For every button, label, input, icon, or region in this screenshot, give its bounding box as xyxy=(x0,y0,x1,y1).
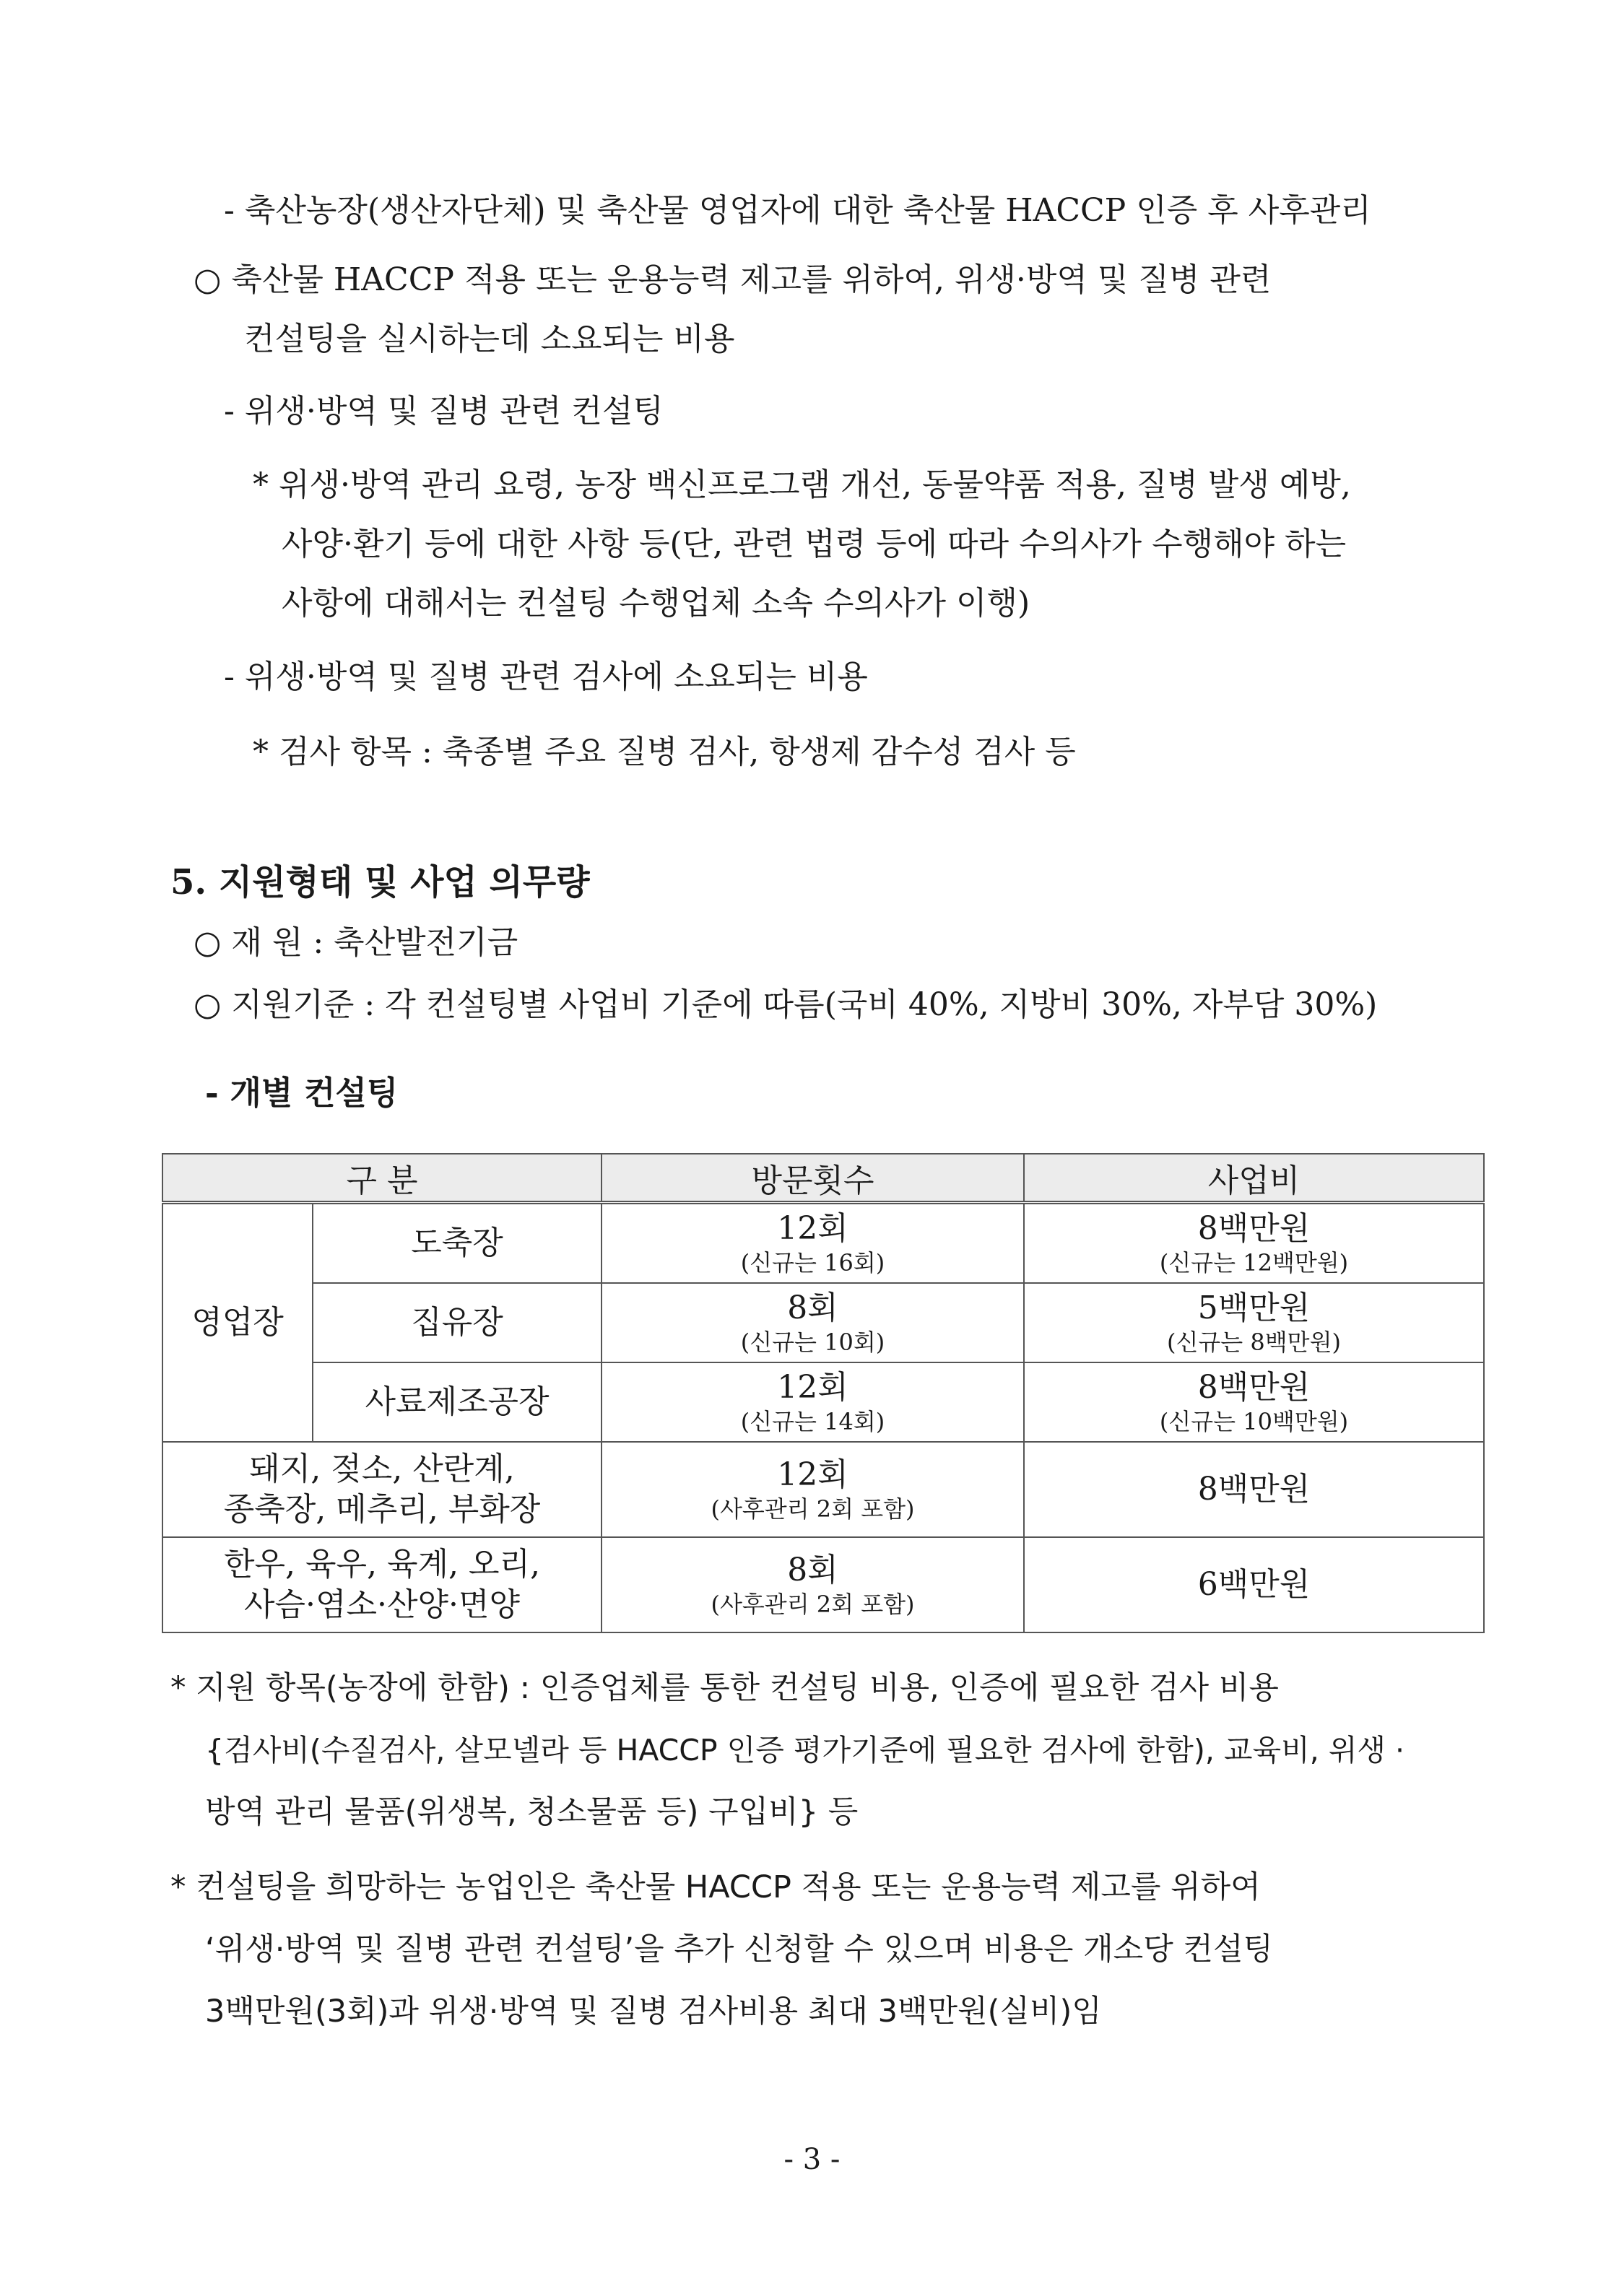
note-1-line-3: 방역 관리 물품(위생복, 청소물품 등) 구입비} 등 xyxy=(205,1794,859,1830)
row-label: 도축장 xyxy=(313,1203,602,1284)
intro-line-1: - 축산농장(생산자단체) 및 축산물 영업자에 대한 축산물 HACCP 인증 후 사후관리 xyxy=(224,192,1371,229)
table-row xyxy=(162,1537,1484,1632)
intro-line-7: 사항에 대해서는 컨설팅 수행업체 소속 수의사가 이행) xyxy=(282,585,1030,622)
funding-line: ○ 재 원 : 축산발전기금 xyxy=(194,924,518,961)
page-number: - 3 - xyxy=(783,2143,841,2176)
table-row xyxy=(162,1203,1484,1284)
table-row xyxy=(162,1362,1484,1442)
row-label: 집유장 xyxy=(313,1283,602,1362)
cost-cell: 8백만원 xyxy=(1024,1442,1484,1537)
visits-cell: 8회 (신규는 10회) xyxy=(602,1283,1024,1362)
header-category: 구 분 xyxy=(162,1154,602,1203)
visits-cell: 12회 (신규는 16회) xyxy=(602,1203,1024,1284)
header-visits: 방문횟수 xyxy=(602,1154,1024,1203)
cost-cell: 6백만원 xyxy=(1024,1537,1484,1632)
intro-line-3: 컨설팅을 실시하는데 소요되는 비용 xyxy=(244,321,735,357)
cost-cell: 8백만원 (신규는 12백만원) xyxy=(1024,1203,1484,1284)
note-2-line-1: * 컨설팅을 희망하는 농업인은 축산물 HACCP 적용 또는 운용능력 제고를 위하여 xyxy=(170,1869,1261,1905)
consulting-table xyxy=(162,1153,1485,1633)
section-title: 5. 지원형태 및 사업 의무량 xyxy=(170,862,590,903)
intro-line-4: - 위생·방역 및 질병 관련 컨설팅 xyxy=(224,393,664,430)
intro-line-2: ○ 축산물 HACCP 적용 또는 운용능력 제고를 위하여, 위생·방역 및 질병 관련 xyxy=(194,261,1272,298)
row-label: 돼지, 젖소, 산란계, 종축장, 메추리, 부화장 xyxy=(162,1442,602,1537)
table-header-row xyxy=(162,1154,1484,1203)
note-2-line-2: ‘위생·방역 및 질병 관련 컨설팅’을 추가 신청할 수 있으며 비용은 개소당 컨설팅 xyxy=(205,1931,1274,1967)
visits-cell: 8회 (사후관리 2회 포함) xyxy=(602,1537,1024,1632)
cost-cell: 8백만원 (신규는 10백만원) xyxy=(1024,1362,1484,1442)
individual-consulting-heading: - 개별 컨설팅 xyxy=(205,1074,399,1112)
row-label: 사료제조공장 xyxy=(313,1362,602,1442)
visits-cell: 12회 (사후관리 2회 포함) xyxy=(602,1442,1024,1537)
criteria-line: ○ 지원기준 : 각 컨설팅별 사업비 기준에 따름(국비 40%, 지방비 30%, 자부담 30%) xyxy=(194,986,1378,1023)
table-row xyxy=(162,1283,1484,1362)
table-row xyxy=(162,1442,1484,1537)
visits-cell: 12회 (신규는 14회) xyxy=(602,1362,1024,1442)
header-cost: 사업비 xyxy=(1024,1154,1484,1203)
intro-line-9: * 검사 항목 : 축종별 주요 질병 검사, 항생제 감수성 검사 등 xyxy=(253,734,1076,770)
note-2-line-3: 3백만원(3회)과 위생·방역 및 질병 검사비용 최대 3백만원(실비)임 xyxy=(205,1993,1102,2030)
group-label-business: 영업장 xyxy=(162,1203,313,1443)
intro-line-8: - 위생·방역 및 질병 관련 검사에 소요되는 비용 xyxy=(224,658,868,695)
intro-line-5: * 위생·방역 관리 요령, 농장 백신프로그램 개선, 동물약품 적용, 질병 발생 예방, xyxy=(253,466,1351,503)
intro-line-6: 사양·환기 등에 대한 사항 등(단, 관련 법령 등에 따라 수의사가 수행해야 하는 xyxy=(282,526,1347,562)
row-label: 한우, 육우, 육계, 오리, 사슴·염소·산양·면양 xyxy=(162,1537,602,1632)
note-1-line-1: * 지원 항목(농장에 한함) : 인증업체를 통한 컨설팅 비용, 인증에 필요한 검사 비용 xyxy=(170,1670,1279,1706)
note-1-line-2: {검사비(수질검사, 살모넬라 등 HACCP 인증 평가기준에 필요한 검사에 한함), 교육비, 위생 · xyxy=(205,1733,1405,1767)
cost-cell: 5백만원 (신규는 8백만원) xyxy=(1024,1283,1484,1362)
